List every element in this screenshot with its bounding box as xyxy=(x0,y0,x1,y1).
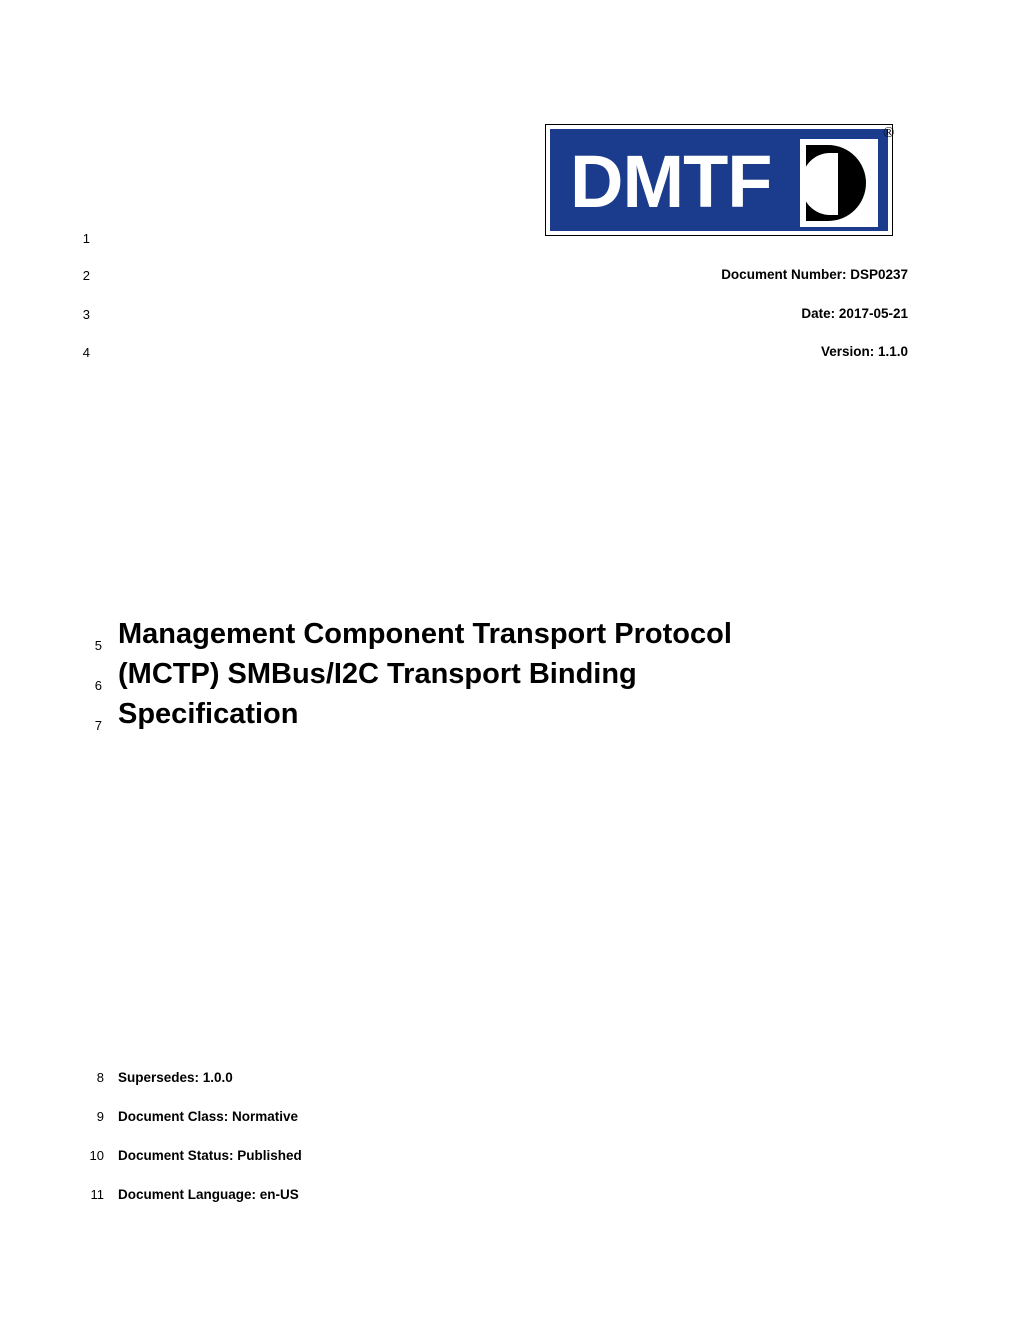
title-line-2 xyxy=(94,654,878,694)
meta-text-document-status: Document Status: Published xyxy=(118,1148,302,1163)
meta-item-document-status xyxy=(89,1136,818,1175)
title-text-2: (MCTP) SMBus/I2C Transport Binding xyxy=(118,658,637,690)
registered-trademark-icon: ® xyxy=(883,125,895,141)
line-number-4: 4 xyxy=(82,345,90,360)
line-number-1: 1 xyxy=(82,231,90,246)
line-number-5: 5 xyxy=(94,638,102,653)
document-date: Date: 2017-05-21 xyxy=(801,306,908,321)
meta-text-supersedes: Supersedes: 1.0.0 xyxy=(118,1070,233,1085)
page-title xyxy=(94,614,878,734)
line-number-6: 6 xyxy=(94,678,102,693)
meta-text-document-class: Document Class: Normative xyxy=(118,1109,299,1124)
meta-item-document-language xyxy=(90,1175,818,1214)
meta-item-document-class xyxy=(96,1097,818,1136)
logo-wordmark: DMTF xyxy=(570,140,772,223)
line-number-9: 9 xyxy=(96,1109,104,1124)
document-number: Document Number: DSP0237 xyxy=(721,267,908,282)
line-number-2: 2 xyxy=(82,268,90,283)
meta-item-supersedes xyxy=(96,1058,818,1097)
title-text-3: Specification xyxy=(118,698,299,730)
logo-crescent-icon xyxy=(800,139,878,227)
line-number-3: 3 xyxy=(82,307,90,322)
document-version: Version: 1.1.0 xyxy=(820,344,908,359)
line-number-11: 11 xyxy=(90,1187,104,1202)
logo-background xyxy=(546,125,895,235)
title-line-3 xyxy=(94,694,878,734)
line-number-10: 10 xyxy=(89,1148,104,1163)
dmtf-logo xyxy=(546,125,902,243)
title-text-1: Management Component Transport Protocol xyxy=(118,618,732,650)
meta-text-document-language: Document Language: en-US xyxy=(118,1187,299,1202)
line-number-8: 8 xyxy=(96,1070,104,1085)
line-number-7: 7 xyxy=(94,718,102,733)
document-meta-list xyxy=(89,1058,818,1214)
title-line-1 xyxy=(94,614,878,654)
